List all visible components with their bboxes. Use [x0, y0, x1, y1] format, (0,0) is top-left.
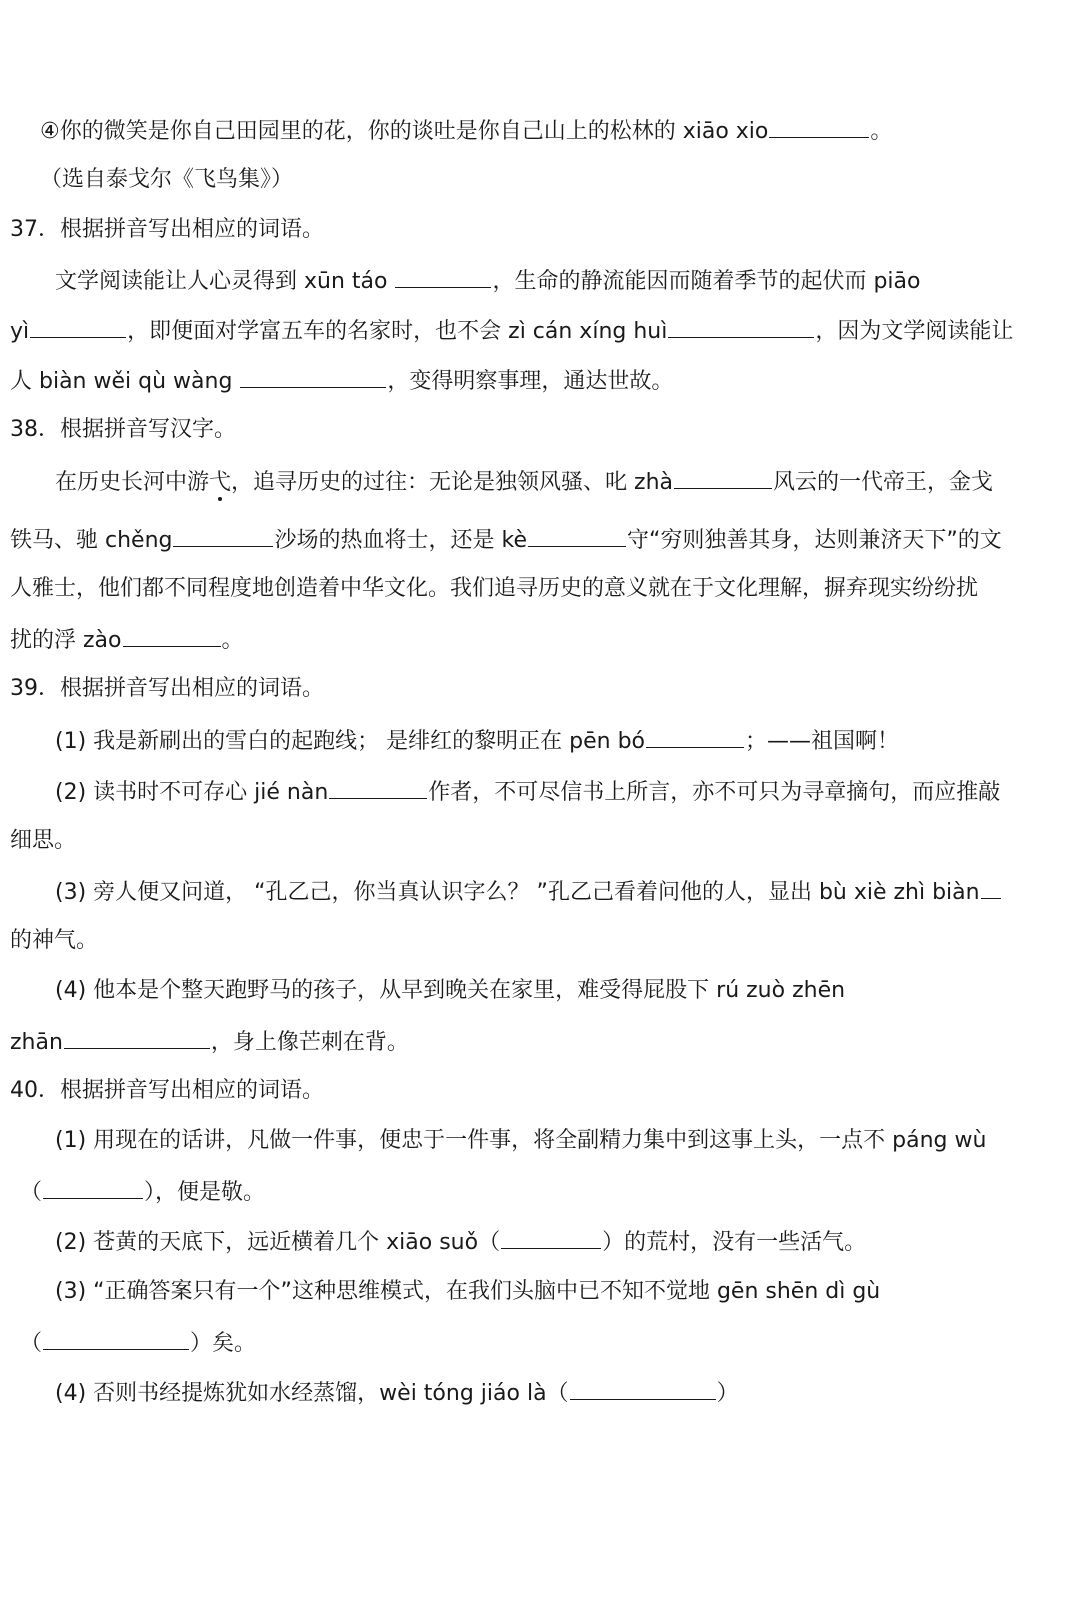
text: （ [20, 1180, 43, 1205]
q38-line-4 [10, 624, 1080, 656]
q39-item-4-cont [10, 1026, 1080, 1058]
answer-blank[interactable] [30, 315, 126, 338]
pinyin: pēn bó [569, 729, 646, 754]
text: 沙场的热血将士，还是 [274, 528, 502, 553]
pinyin: gēn shēn dì gù [716, 1279, 881, 1304]
q39-item-2-cont: 细思。 [10, 828, 77, 853]
text: 守“穷则独善其身，达则兼济天下”的文 [626, 528, 1002, 553]
answer-blank[interactable] [769, 115, 869, 138]
q40-item-2 [55, 1226, 1080, 1258]
pinyin: bù xiè zhì biàn [818, 880, 980, 905]
text: （ [546, 1381, 569, 1406]
pinyin: yì [10, 319, 30, 344]
text: 铁马、驰 [10, 528, 105, 553]
answer-blank[interactable] [528, 524, 626, 547]
text: ），便是敬。 [144, 1180, 266, 1205]
q40-item-1 [55, 1126, 1080, 1156]
text: 扰的浮 [10, 628, 83, 653]
text: (3) 旁人便又问道， “孔乙己，你当真认识字么？ ”孔乙己看着问他的人，显出 [55, 880, 819, 905]
text: (2) 苍黄的天底下，远近横着几个 [55, 1230, 387, 1255]
emphasis-char: 弋 [209, 470, 232, 495]
answer-blank[interactable] [981, 876, 1001, 899]
pinyin: kè [501, 528, 527, 553]
answer-blank[interactable] [570, 1377, 716, 1400]
answer-blank[interactable] [123, 624, 221, 647]
pinyin: chěng [105, 528, 173, 553]
pinyin: rú zuò zhēn [716, 978, 846, 1003]
pinyin: xiāo suǒ [386, 1230, 479, 1255]
answer-blank[interactable] [501, 1226, 601, 1249]
pinyin: jié nàn [254, 780, 329, 805]
text: (3) “正确答案只有一个”这种思维模式，在我们头脑中已不知不觉地 [55, 1279, 717, 1304]
q40-item-1-cont [20, 1176, 1080, 1208]
pinyin: xūn táo [304, 269, 388, 294]
q40-title: 40．根据拼音写出相应的词语。 [10, 1078, 324, 1103]
answer-blank[interactable] [329, 776, 427, 799]
q39-item-3 [55, 876, 1080, 908]
text: 作者，不可尽信书上所言，亦不可只为寻章摘句，而应推敲 [428, 780, 1001, 805]
text: (4) 他本是个整天跑野马的孩子，从早到晚关在家里，难受得屁股下 [55, 978, 717, 1003]
answer-blank[interactable] [674, 466, 772, 489]
text: 风云的一代帝王，金戈 [773, 470, 994, 495]
text: (1) 用现在的话讲，凡做一件事，便忠于一件事，将全副精力集中到这事上头，一点不 [55, 1128, 893, 1153]
text: ）矣。 [190, 1331, 257, 1356]
text: ，变得明察事理，通达世故。 [387, 369, 674, 394]
answer-blank[interactable] [240, 365, 386, 388]
q39-item-2 [55, 776, 1080, 808]
answer-blank[interactable] [173, 524, 273, 547]
q38-line-2 [10, 524, 1080, 556]
pinyin: zì cán xíng huì [508, 319, 668, 344]
poem-line-4 [40, 115, 1080, 147]
text: （ [478, 1230, 501, 1255]
pinyin: zhān [10, 1030, 63, 1055]
answer-blank[interactable] [64, 1026, 210, 1049]
q38-line-1 [55, 466, 1080, 498]
text: 人 [10, 369, 39, 394]
pinyin: piāo [873, 269, 921, 294]
text: 。 [221, 628, 244, 653]
text: 文学阅读能让人心灵得到 [55, 269, 304, 294]
text: （ [20, 1331, 43, 1356]
text: ，身上像芒刺在背。 [210, 1030, 409, 1055]
text: (4) 否则书经提炼犹如水经蒸馏， [55, 1381, 380, 1406]
text: 在历史长河中游 [55, 470, 210, 495]
pinyin: zào [83, 628, 122, 653]
pinyin: páng wù [892, 1128, 987, 1153]
text: (1) 我是新刷出的雪白的起跑线； 是绯红的黎明正在 [55, 729, 570, 754]
text: ，追寻历史的过往：无论是独领风骚、叱 [231, 470, 635, 495]
q40-item-4 [55, 1377, 1080, 1409]
text: 。 [870, 119, 893, 144]
q39-item-3-cont: 的神气。 [10, 928, 99, 953]
source-note: （选自泰戈尔《飞鸟集》） [40, 167, 294, 192]
text: ，因为文学阅读能让 [815, 319, 1014, 344]
q38-title: 38．根据拼音写汉字。 [10, 417, 236, 442]
q38-line-3: 人雅士，他们都不同程度地创造着中华文化。我们追寻历史的意义就在于文化理解，摒弃现实纷纷扰 [10, 576, 979, 601]
answer-blank[interactable] [395, 265, 491, 288]
q37-line-1 [55, 265, 1080, 297]
answer-blank[interactable] [646, 725, 744, 748]
q39-item-4 [55, 976, 1080, 1006]
answer-blank[interactable] [43, 1327, 189, 1350]
q40-item-3 [55, 1277, 1080, 1307]
q37-line-3 [10, 365, 1080, 397]
q37-title: 37．根据拼音写出相应的词语。 [10, 217, 324, 242]
text: ）的荒村，没有一些活气。 [602, 1230, 867, 1255]
q39-title: 39．根据拼音写出相应的词语。 [10, 676, 324, 701]
answer-blank[interactable] [43, 1176, 143, 1199]
text: (2) 读书时不可存心 [55, 780, 255, 805]
q39-item-1 [55, 725, 1080, 757]
text: ） [716, 1381, 739, 1406]
pinyin: xiāo xio [682, 119, 769, 144]
text: ，生命的静流能因而随着季节的起伏而 [492, 269, 874, 294]
text: ，即便面对学富五车的名家时，也不会 [127, 319, 509, 344]
text: ④你的微笑是你自己田园里的花，你的谈吐是你自己山上的松林的 [40, 119, 683, 144]
pinyin: zhà [634, 470, 674, 495]
q40-item-3-cont [20, 1327, 1080, 1359]
answer-blank[interactable] [668, 315, 814, 338]
q37-line-2 [10, 315, 1080, 347]
pinyin: biàn wěi qù wàng [39, 369, 233, 394]
pinyin: wèi tóng jiáo là [379, 1381, 547, 1406]
text: ；——祖国啊！ [745, 729, 900, 754]
